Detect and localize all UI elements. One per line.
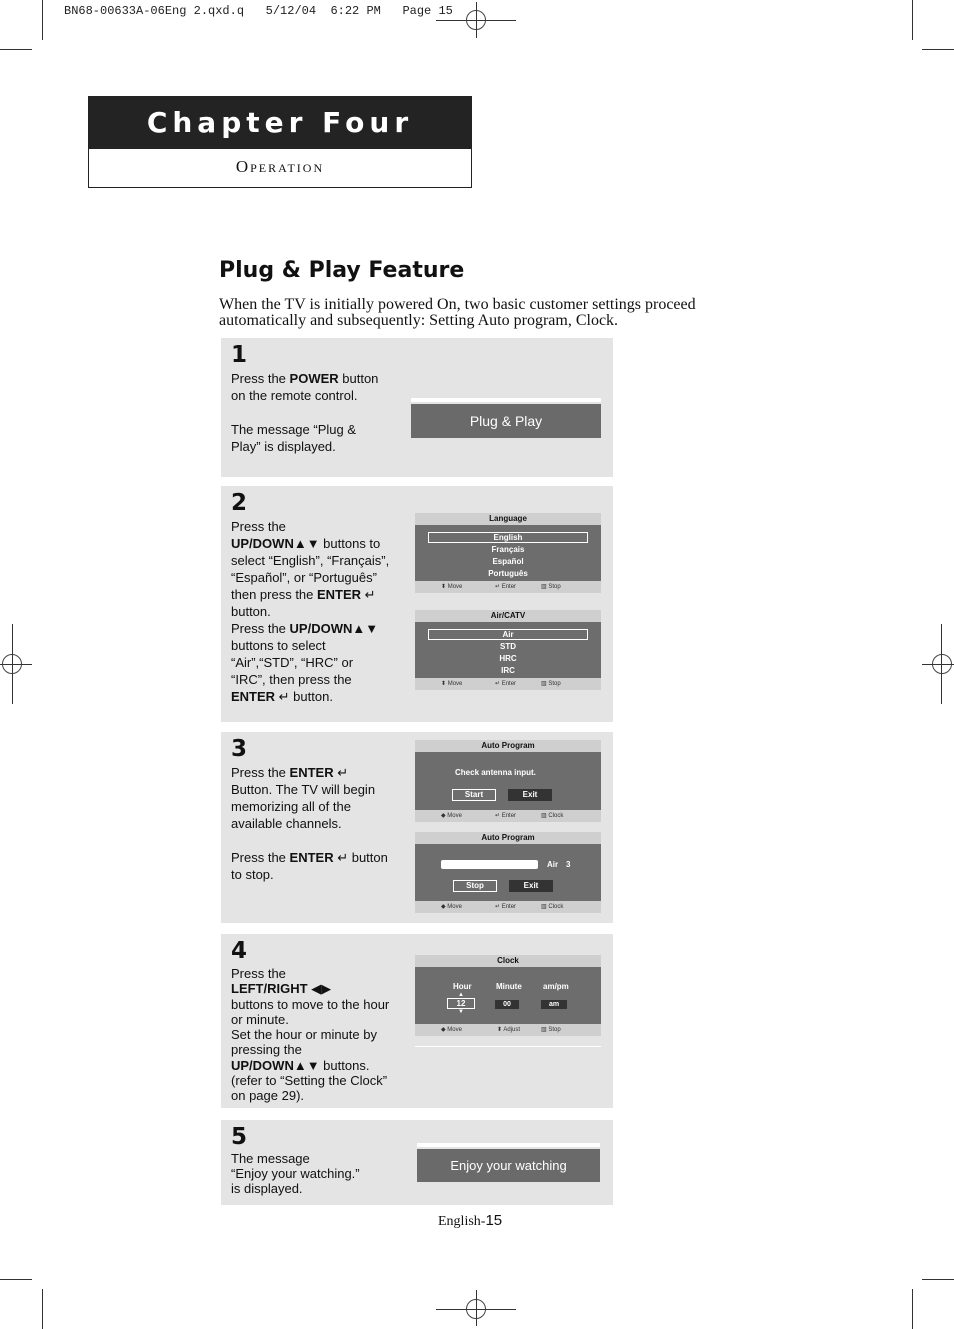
step-2	[221, 486, 613, 722]
enter-hint: ↵ Enter	[495, 584, 517, 590]
stop-button[interactable]: Stop	[453, 880, 497, 892]
step-1-text: Press the POWER button on the remote control. The message “Plug & Play” is displayed.	[231, 371, 379, 454]
menu-option[interactable]: IRC	[501, 666, 515, 675]
ampm-label: am/pm	[543, 982, 569, 991]
crop-mark	[0, 664, 32, 665]
menu-title: Clock	[415, 955, 601, 967]
exit-button[interactable]: Exit	[509, 880, 553, 892]
move-hint: ⬍ Move	[441, 681, 463, 687]
step-3-text: Press the ENTER ↵ Button. The TV will begin memorizing all of the available channels. Press the ENTER ↵ button to stop.	[231, 765, 388, 882]
page-title: Plug & Play Feature	[219, 258, 465, 283]
hour-field[interactable]: 12	[447, 998, 475, 1009]
step-number: 1	[231, 342, 248, 368]
crop-mark	[476, 1290, 477, 1326]
crop-mark	[922, 1279, 954, 1280]
crop-mark	[42, 0, 43, 40]
step-number: 5	[231, 1124, 248, 1150]
chapter-subtitle: Operation	[235, 157, 325, 176]
step-3	[221, 732, 613, 923]
crop-mark	[0, 1279, 32, 1280]
page-number: 15	[485, 1212, 503, 1229]
auto-program-menu-start	[415, 740, 601, 822]
move-hint: ◆ Move	[441, 1027, 462, 1033]
menu-option[interactable]: STD	[500, 642, 516, 651]
crop-mark	[0, 49, 32, 50]
enter-hint: ↵ Enter	[495, 904, 517, 910]
menu-title: Auto Program	[415, 740, 601, 752]
move-hint: ⬍ Move	[441, 584, 463, 590]
crop-mark	[42, 1289, 43, 1329]
crop-mark	[922, 49, 954, 50]
intro-paragraph: When the TV is initially powered On, two basic customer settings proceed automatically and subsequently: Setting Auto program, Clock.	[219, 296, 696, 329]
clock-hint: ▥ Clock	[541, 813, 564, 819]
step-5-text: The message “Enjoy your watching.” is displayed.	[231, 1151, 360, 1196]
enter-hint: ↵ Enter	[495, 813, 517, 819]
menu-option[interactable]: Español	[492, 557, 524, 566]
clock-menu	[415, 955, 601, 1036]
menu-footer	[415, 901, 601, 913]
antenna-message: Check antenna input.	[455, 768, 536, 777]
step-number: 2	[231, 490, 248, 516]
step-5	[221, 1120, 613, 1205]
menu-footer	[415, 678, 601, 690]
move-hint: ◆ Move	[441, 904, 462, 910]
move-hint: ◆ Move	[441, 813, 462, 819]
step-2-text: Press the UP/DOWN▲▼ buttons to select “English”, “Français”, “Español”, or “Português” then press the ENTER ↵ button. Press the UP/DOWN▲▼ buttons to select “Air”,“STD”, “HRC” or “IRC”, then press the ENTER ↵ button.	[231, 519, 390, 704]
minute-label: Minute	[496, 982, 522, 991]
print-slug: BN68-00633A-06Eng 2.qxd.q 5/12/04 6:22 PM Page 15	[64, 4, 453, 18]
step-4	[221, 934, 613, 1108]
adjust-hint: ⬍ Adjust	[497, 1027, 521, 1033]
crop-mark	[912, 1289, 913, 1329]
menu-option[interactable]: HRC	[499, 654, 517, 663]
menu-option[interactable]: Air	[428, 629, 588, 640]
plug-and-play-osd: Plug & Play	[411, 404, 601, 438]
down-arrow-icon: ▼	[458, 1009, 464, 1015]
band-label: Air	[547, 860, 559, 869]
ampm-field[interactable]: am	[541, 1000, 567, 1009]
menu-option[interactable]: English	[428, 532, 588, 543]
step-number: 3	[231, 736, 248, 762]
menu-option[interactable]: Français	[491, 545, 525, 554]
exit-button[interactable]: Exit	[508, 789, 552, 801]
menu-footer	[415, 581, 601, 593]
step-1	[221, 338, 613, 477]
auto-program-menu-progress	[415, 832, 601, 913]
enter-hint: ↵ Enter	[495, 681, 517, 687]
divider	[415, 1046, 601, 1047]
menu-title: Language	[415, 513, 601, 525]
chapter-header	[88, 96, 472, 188]
menu-title: Auto Program	[415, 832, 601, 844]
menu-footer	[415, 1024, 601, 1036]
hour-label: Hour	[453, 982, 472, 991]
footer-language: English-	[438, 1214, 486, 1229]
stop-hint: ▥ Stop	[541, 1027, 561, 1033]
page-footer	[438, 1212, 502, 1230]
stop-hint: ▥ Stop	[541, 681, 561, 687]
channel-number: 3	[566, 860, 571, 869]
start-button[interactable]: Start	[452, 789, 496, 801]
up-arrow-icon: ▲	[458, 992, 464, 998]
minute-field[interactable]: 00	[495, 1000, 519, 1009]
step-4-text: Press the LEFT/RIGHT ◀▶ buttons to move to the hour or minute. Set the hour or minute by pressing the UP/DOWN▲▼ buttons. (refer to “Setting the Clock” on page 29).	[231, 966, 390, 1104]
enjoy-watching-osd: Enjoy your watching	[417, 1149, 600, 1182]
crop-mark	[922, 664, 954, 665]
progress-bar	[441, 860, 538, 869]
crop-mark	[912, 0, 913, 40]
menu-title: Air/CATV	[415, 610, 601, 622]
stop-hint: ▥ Stop	[541, 584, 561, 590]
menu-option[interactable]: Português	[488, 569, 528, 578]
chapter-title: Chapter Four	[89, 97, 471, 149]
language-menu	[415, 513, 601, 593]
air-catv-menu	[415, 610, 601, 690]
step-number: 4	[231, 938, 248, 964]
menu-footer	[415, 810, 601, 822]
clock-hint: ▥ Clock	[541, 904, 564, 910]
crop-mark	[476, 2, 477, 38]
